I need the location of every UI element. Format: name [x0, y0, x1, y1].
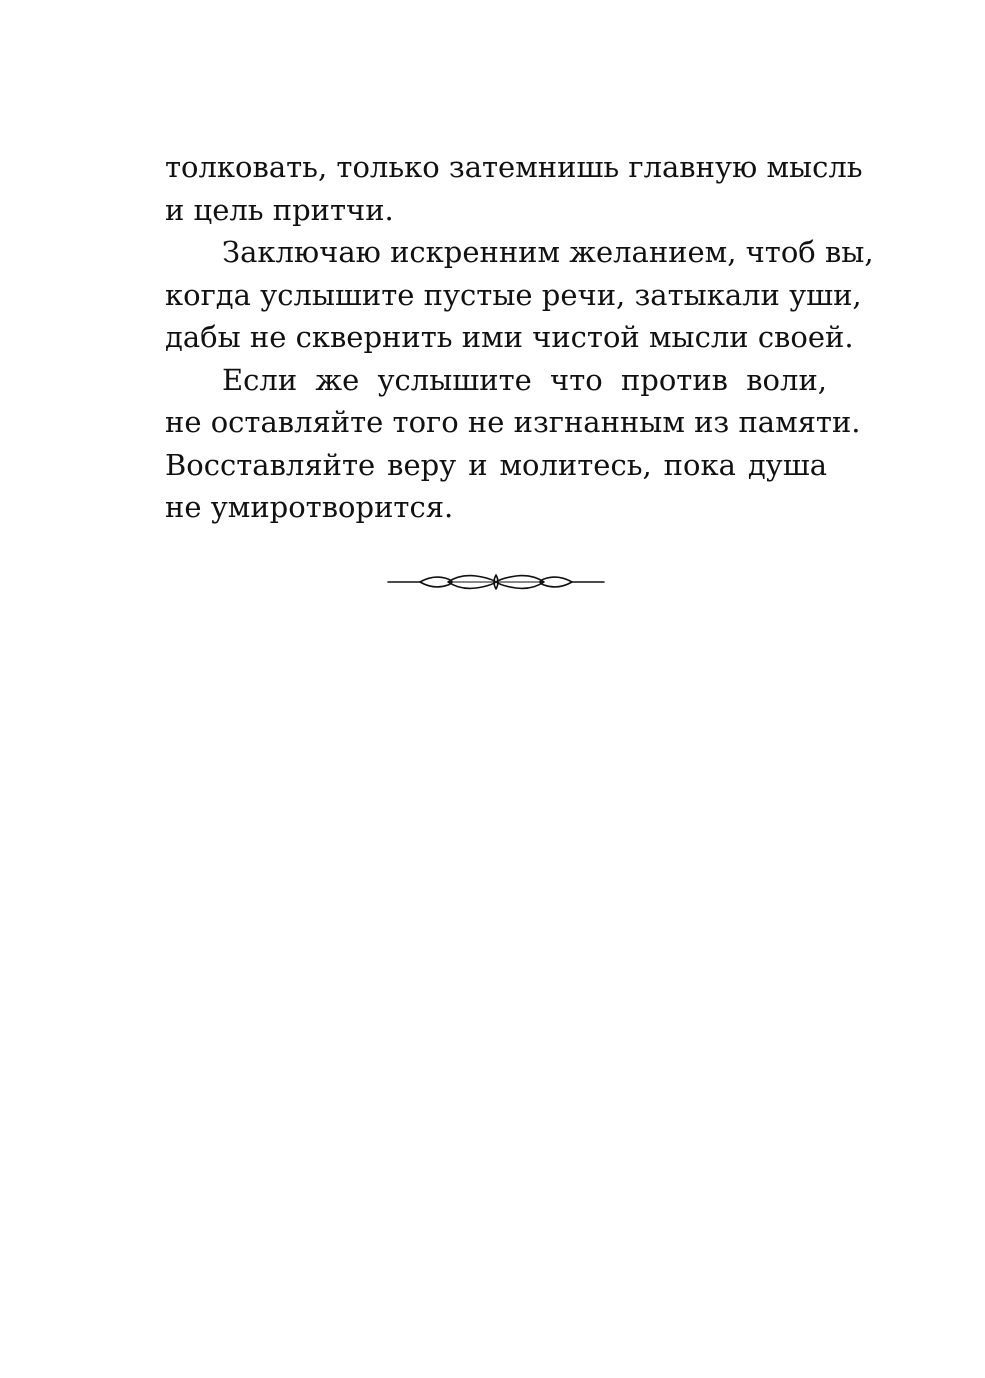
flourish-divider-icon — [386, 570, 606, 594]
text-line: толковать, только затемнишь главную мысль — [165, 150, 863, 184]
text-line: дабы не сквернить ими чистой мысли своей. — [165, 320, 854, 354]
text-line: Заключаю искренним желанием, чтоб вы, — [222, 235, 874, 269]
paragraph-3 — [165, 359, 861, 529]
paragraph-1 — [165, 146, 863, 231]
text-line: не умиротворится. — [165, 490, 454, 524]
paragraph-2 — [165, 231, 874, 359]
text-line: и цель притчи. — [165, 192, 394, 227]
text-line: Если же услышите что против воли, — [222, 362, 827, 397]
text-line: когда услышите пустые речи, затыкали уши, — [165, 277, 862, 312]
text-line: Восставляйте веру и молитесь, пока душа — [165, 447, 827, 482]
body-text — [165, 146, 874, 529]
text-line: не оставляйте того не изгнанным из памяти. — [165, 405, 861, 439]
